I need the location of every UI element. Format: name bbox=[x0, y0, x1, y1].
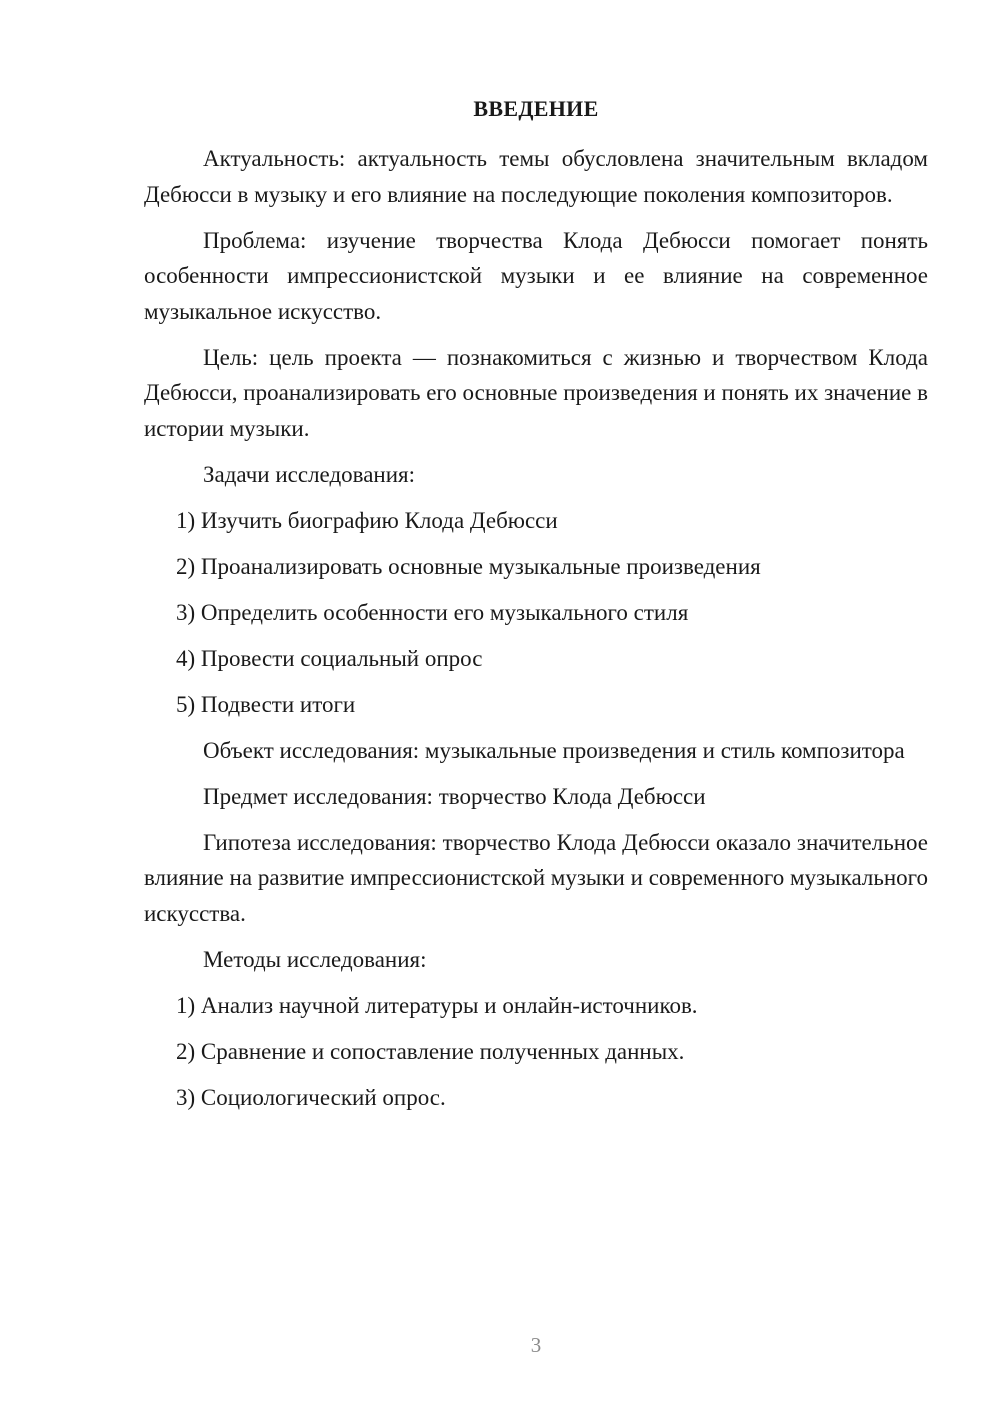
tasks-heading: Задачи исследования: bbox=[203, 461, 416, 487]
page-number: 3 bbox=[530, 1333, 542, 1357]
method-item: 1) Анализ научной литературы и онлайн-источников. bbox=[176, 992, 698, 1018]
task-item: 4) Провести социальный опрос bbox=[176, 645, 483, 671]
methods-heading: Методы исследования: bbox=[203, 946, 427, 972]
object-paragraph: Объект исследования: музыкальные произведения и стиль композитора bbox=[203, 737, 905, 763]
task-item: 1) Изучить биографию Клода Дебюсси bbox=[176, 507, 558, 533]
task-item: 5) Подвести итоги bbox=[176, 691, 356, 717]
hypothesis-paragraph: Гипотеза исследования: творчество Клода Дебюсси оказало значительное влияние на развитие импрессионистской музыки и современного музыкального искусства. bbox=[144, 829, 928, 926]
relevance-paragraph: Актуальность: актуальность темы обусловлена значительным вкладом Дебюсси в музыку и его влияние на последующие поколения композиторов. bbox=[144, 146, 928, 207]
goal-paragraph: Цель: цель проекта — познакомиться с жизнью и творчеством Клода Дебюсси, проанализировать его основные произведения и понять их значение в истории музыки. bbox=[144, 344, 928, 441]
subject-paragraph: Предмет исследования: творчество Клода Дебюсси bbox=[203, 783, 706, 809]
task-item: 3) Определить особенности его музыкального стиля bbox=[176, 599, 689, 625]
task-item: 2) Проанализировать основные музыкальные произведения bbox=[176, 553, 761, 579]
problem-paragraph: Проблема: изучение творчества Клода Дебюсси помогает понять особенности импрессионистской музыки и ее влияние на современное музыкальное искусство. bbox=[144, 227, 928, 324]
method-item: 2) Сравнение и сопоставление полученных данных. bbox=[176, 1038, 685, 1064]
section-title: ВВЕДЕНИЕ bbox=[473, 96, 599, 121]
method-item: 3) Социологический опрос. bbox=[176, 1084, 446, 1110]
document-body bbox=[144, 141, 928, 1126]
